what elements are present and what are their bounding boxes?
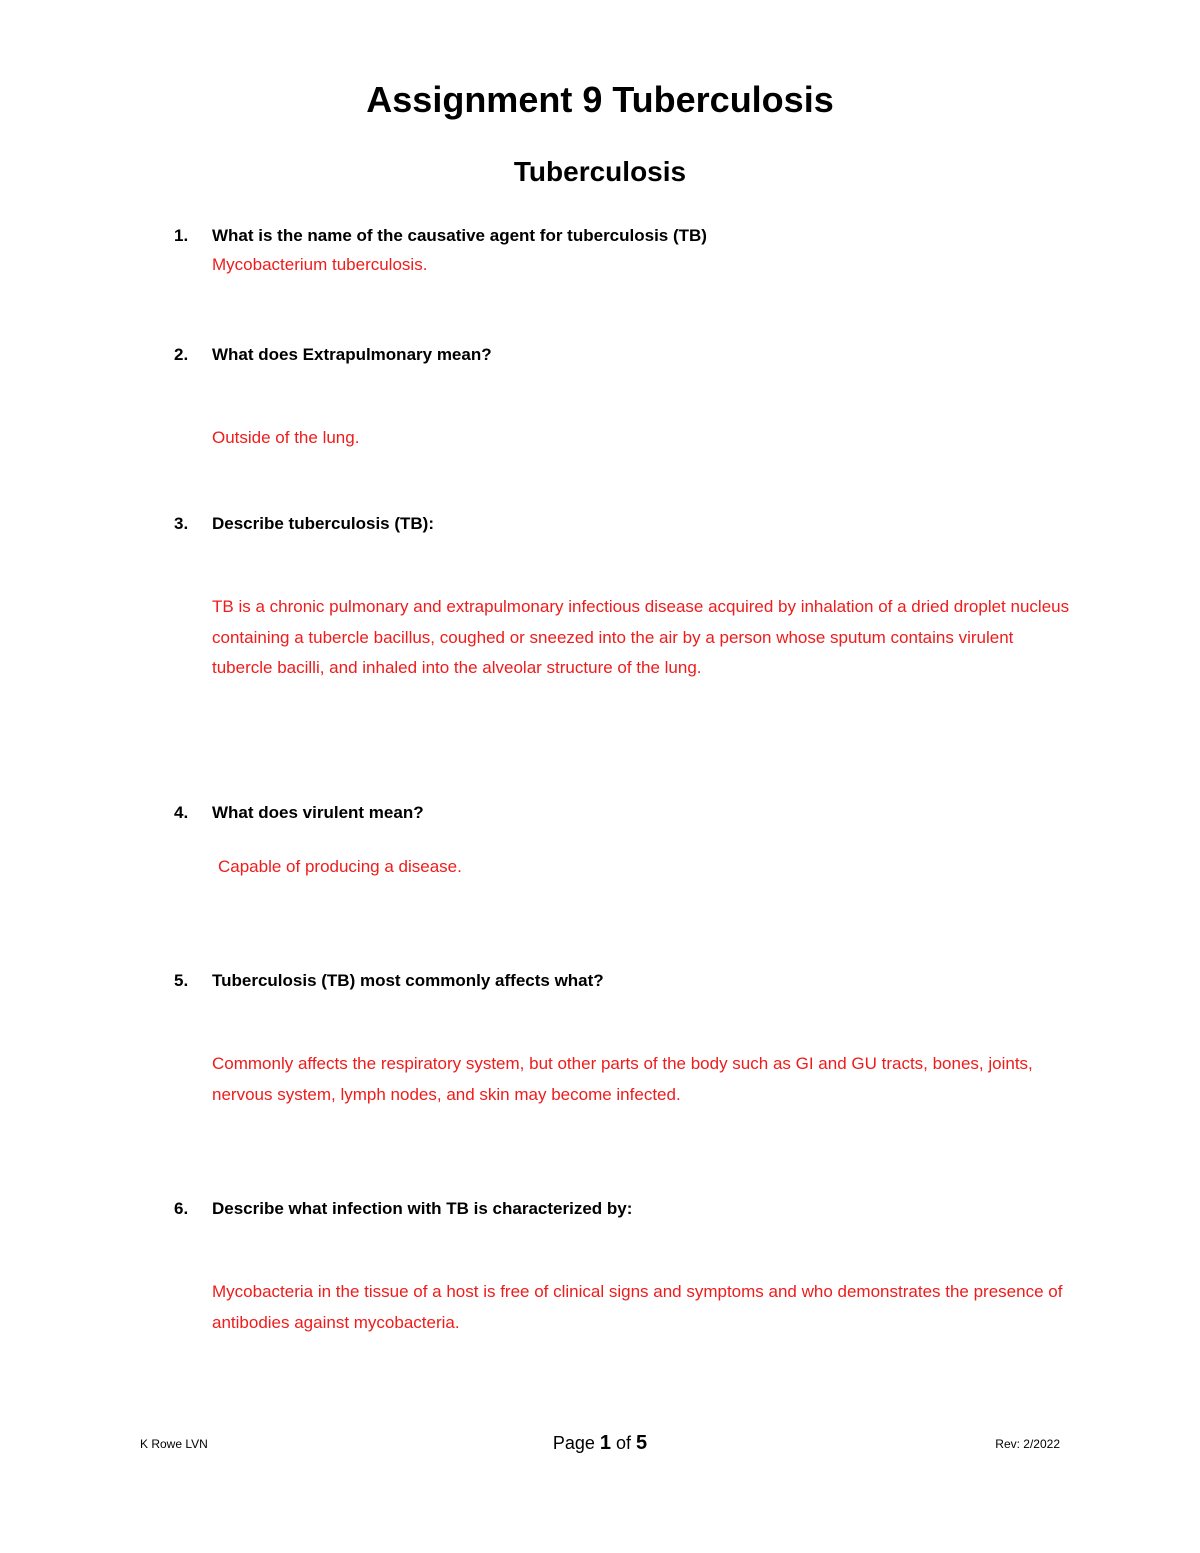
question-text: Describe what infection with TB is characterized by: xyxy=(212,1199,633,1218)
answer-text: TB is a chronic pulmonary and extrapulmonary infectious disease acquired by inhalation of a dried droplet nucleus containing a tubercle bacillus, coughed or sneezed into the air by a person whose sputum contains virulent tubercle bacilli, and inhaled into the alveolar structure of the lung. xyxy=(212,597,1070,677)
answer-text: Mycobacterium tuberculosis. xyxy=(212,255,428,274)
question-number: 5. xyxy=(174,971,189,990)
question-number: 1. xyxy=(174,226,189,245)
document-title: Assignment 9 Tuberculosis xyxy=(366,79,834,120)
footer-revision: Rev: 2/2022 xyxy=(995,1437,1060,1451)
question-number: 4. xyxy=(174,803,189,822)
page-label: Page xyxy=(552,1433,595,1453)
answer-text: Mycobacteria in the tissue of a host is free of clinical signs and symptoms and who demonstrates the presence of antibodies against mycobacteria. xyxy=(212,1282,1063,1332)
page-current: 1 xyxy=(599,1432,611,1454)
question-text: Describe tuberculosis (TB): xyxy=(212,514,434,533)
answer-text: Outside of the lung. xyxy=(212,428,360,447)
answer-text: Commonly affects the respiratory system, but other parts of the body such as GI and GU tracts, bones, joints, nervous system, lymph nodes, and skin may become infected. xyxy=(212,1054,1033,1104)
question-text: What does Extrapulmonary mean? xyxy=(212,345,492,364)
page-of-label: of xyxy=(616,1433,632,1453)
footer-author: K Rowe LVN xyxy=(140,1437,208,1451)
document-subtitle: Tuberculosis xyxy=(513,156,687,187)
question-text: What does virulent mean? xyxy=(212,803,424,822)
answer-text: Capable of producing a disease. xyxy=(218,857,462,876)
page-total: 5 xyxy=(636,1432,648,1454)
question-number: 6. xyxy=(174,1199,189,1218)
question-number: 3. xyxy=(174,514,189,533)
question-text: What is the name of the causative agent for tuberculosis (TB) xyxy=(212,226,707,245)
question-text: Tuberculosis (TB) most commonly affects what? xyxy=(212,971,604,990)
question-number: 2. xyxy=(174,345,189,364)
